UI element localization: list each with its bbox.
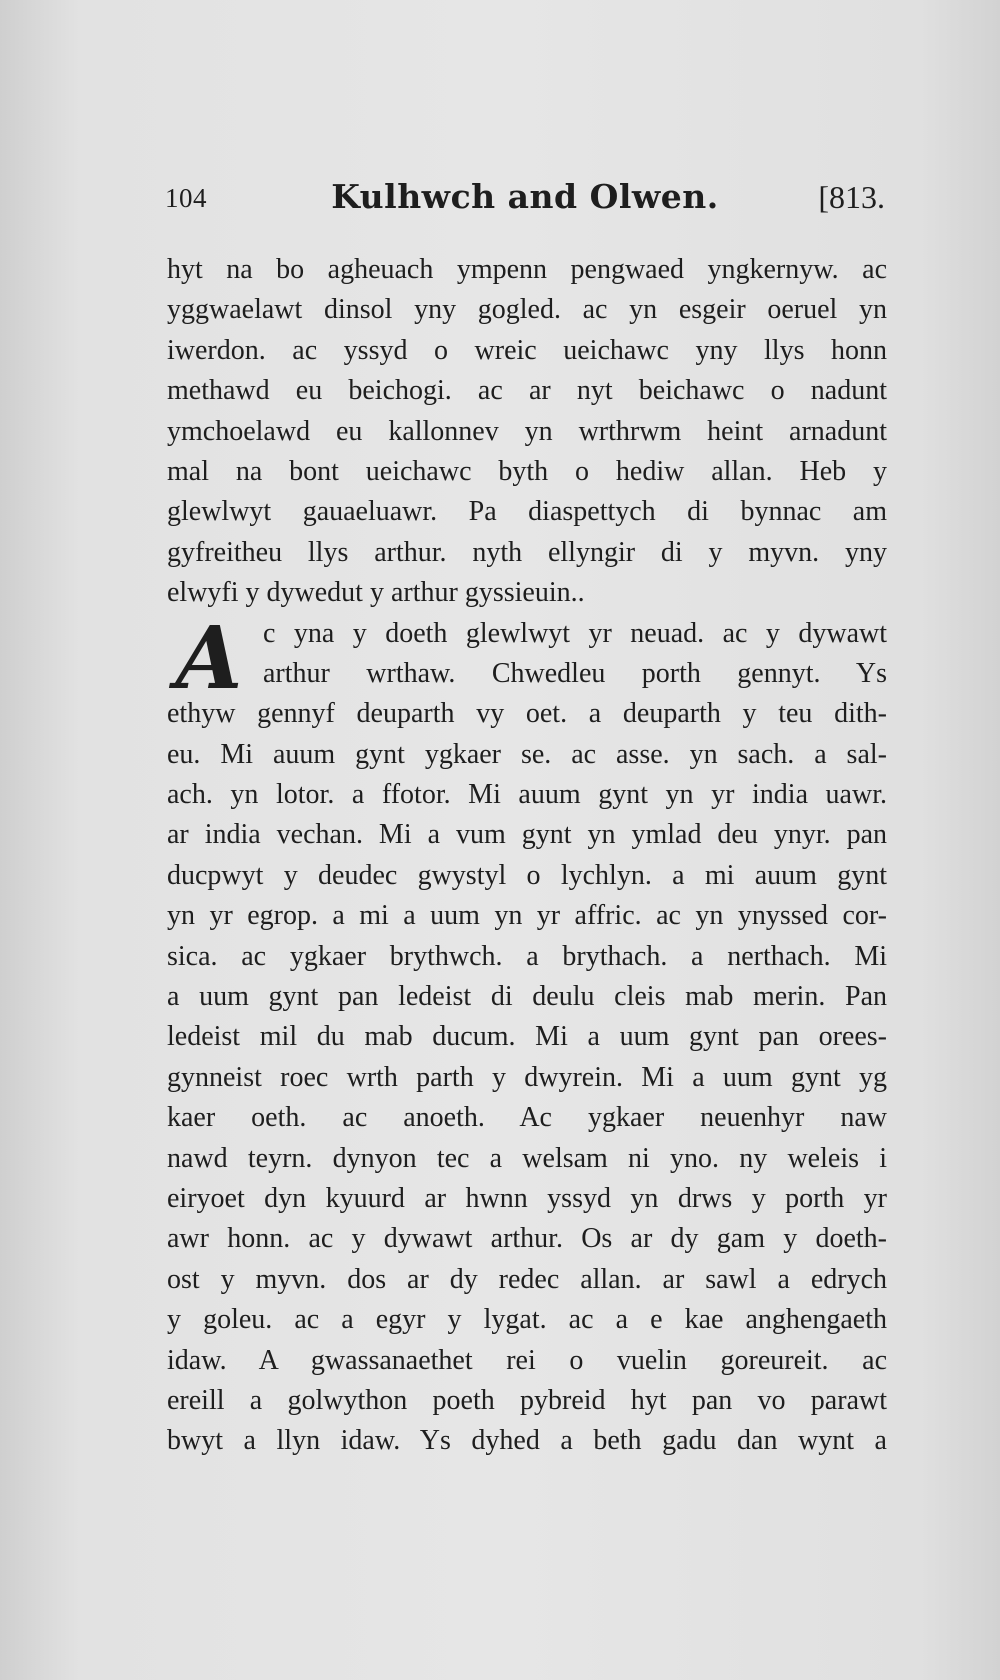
text-line: hyt na bo agheuach ympenn pengwaed yngkernyw. ac [167, 254, 887, 285]
text-line: y goleu. ac a egyr y lygat. ac a e kae anghengaeth [167, 1304, 887, 1336]
section-number: [813. [818, 179, 885, 215]
text-line: awr honn. ac y dywawt arthur. Os ar dy gam y doeth- [167, 1223, 887, 1255]
text-line: gynneist roec wrth parth y dwyrein. Mi a uum gynt yg [167, 1061, 887, 1093]
text-line: eiryoet dyn kyuurd ar hwnn yssyd yn drws y porth yr [167, 1182, 887, 1214]
text-line: ereill a golwython poeth pybreid hyt pan vo parawt [167, 1384, 887, 1416]
text-line: kaer oeth. ac anoeth. Ac ygkaer neuenhyr naw [167, 1102, 887, 1134]
text-line: glewlwyt gauaeluawr. Pa diaspettych di bynnac am [167, 496, 887, 528]
text-line: c yna y doeth glewlwyt yr neuad. ac y dywawt [263, 617, 887, 649]
text-line: bwyt a llyn idaw. Ys dyhed a beth gadu dan wynt a [167, 1425, 887, 1457]
text-line: ledeist mil du mab ducum. Mi a uum gynt pan orees- [167, 1021, 887, 1053]
text-line: methawd eu beichogi. ac ar nyt beichawc o nadunt [167, 375, 887, 407]
text-line: ar india vechan. Mi a vum gynt yn ymlad deu ynyr. pan [167, 819, 887, 851]
text-line: iwerdon. ac yssyd o wreic ueichawc yny llys honn [167, 334, 887, 366]
text-line: gyfreitheu llys arthur. nyth ellyngir di y myvn. yny [167, 536, 887, 568]
text-line: ost y myvn. dos ar dy redec allan. ar sawl a edrych [167, 1263, 887, 1295]
text-line: elwyfi y dywedut y arthur gyssieuin.. [167, 577, 585, 609]
text-line: eu. Mi auum gynt ygkaer se. ac asse. yn sach. a sal- [167, 738, 887, 770]
text-line: sica. ac ygkaer brythwch. a brythach. a nerthach. Mi [167, 940, 887, 972]
text-line: mal na bont ueichawc byth o hediw allan. Heb y [167, 455, 887, 487]
text-line: idaw. A gwassanaethet rei o vuelin goreureit. ac [167, 1344, 887, 1376]
text-line: ethyw gennyf deuparth vy oet. a deuparth y teu dith- [167, 698, 887, 730]
drop-cap-initial: A [175, 608, 243, 709]
text-line: ach. yn lotor. a ffotor. Mi auum gynt yn yr india uawr. [167, 779, 887, 811]
body-text [167, 250, 887, 1462]
text-line: yn yr egrop. a mi a uum yn yr affric. ac yn ynyssed cor- [167, 900, 887, 932]
running-title: Kulhwch and Olwen. [331, 177, 719, 216]
page-header [165, 175, 885, 225]
text-line: yggwaelawt dinsol yny gogled. ac yn esgeir oeruel yn [167, 294, 887, 326]
text-line: arthur wrthaw. Chwedleu porth gennyt. Ys [263, 657, 887, 689]
page-number: 104 [165, 183, 207, 213]
text-line: a uum gynt pan ledeist di deulu cleis mab merin. Pan [167, 981, 887, 1013]
text-line: nawd teyrn. dynyon tec a welsam ni yno. ny weleis i [167, 1142, 887, 1174]
text-line: ymchoelawd eu kallonnev yn wrthrwm heint arnadunt [167, 415, 887, 447]
text-line: ducpwyt y deudec gwystyl o lychlyn. a mi auum gynt [167, 859, 887, 891]
